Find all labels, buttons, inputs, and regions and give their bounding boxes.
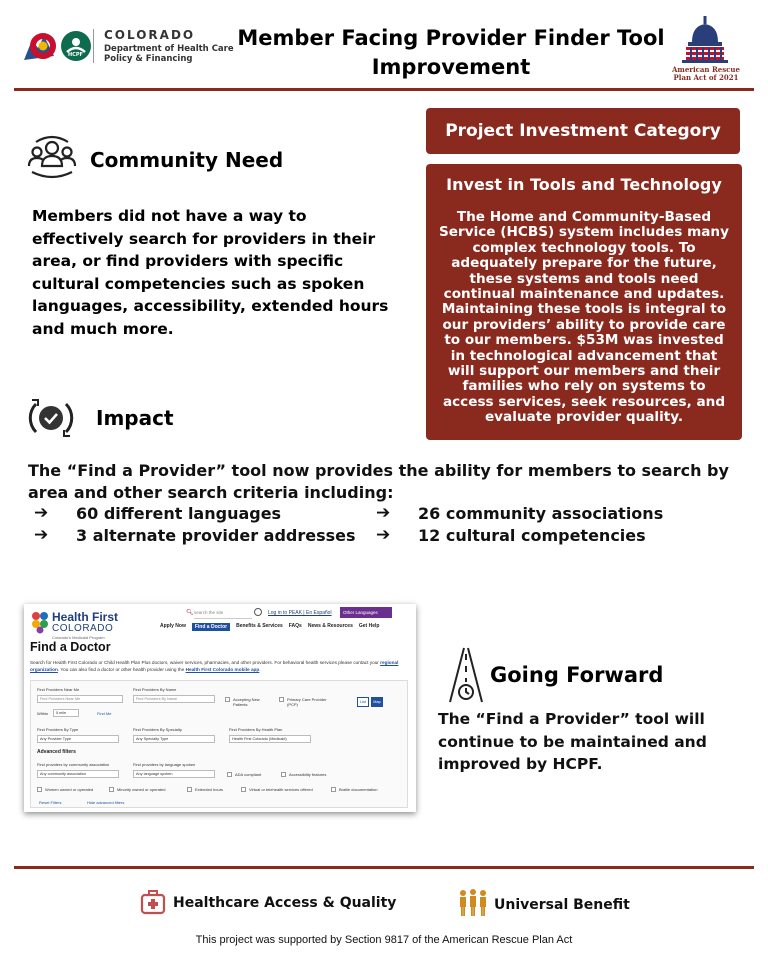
women-owned-label: Women owned or operated [45,787,94,792]
nav-news-resources[interactable]: News & Resources [307,623,353,629]
list-view-button[interactable]: List [357,697,369,707]
nav-faqs[interactable]: FAQs [288,623,302,629]
pcp-checkbox[interactable] [279,697,284,702]
search-icon: 🔍︎ [186,610,194,616]
minority-owned-label: Minority owned or operated [117,787,166,792]
impact-heading: Impact [96,406,174,430]
impact-icon [26,394,76,442]
other-languages-button[interactable]: Other Languages [340,607,392,618]
impact-item-associations: 26 community associations [418,504,664,523]
header-divider [14,88,754,91]
community-icon [26,134,78,184]
by-name-label: Find Providers By Name [133,687,177,692]
braille-label: Braille documentation [339,787,378,792]
community-select[interactable]: Any community association [37,770,119,778]
logo-dept-line2: Policy & Financing [104,54,193,64]
arp-line1: American Rescue [672,65,740,74]
language-label: Find providers by language spoken [133,762,196,767]
virtual-checkbox[interactable] [241,787,246,792]
ada-label: ADA compliant [235,772,262,777]
type-label: Find Providers By Type [37,727,79,732]
impact-item-languages: 60 different languages [76,504,282,523]
nav-benefits-services[interactable]: Benefits & Services [236,623,283,629]
nav-find-a-doctor[interactable]: Find a Doctor [192,623,230,631]
colorado-logo [22,26,102,66]
minority-owned-checkbox[interactable] [109,787,114,792]
community-need-body: Members did not have a way to effectively search for providers in their area, or find providers with specific cultural competencies such as spoken languages, accessibility, extended hours and much more. [32,207,389,338]
extended-hours-checkbox[interactable] [187,787,192,792]
arrow-icon: ➔ [34,503,49,523]
near-me-label: Find Providers Near Me [37,687,80,692]
community-label: Find providers by community association [37,762,110,767]
reset-filters-link[interactable]: Reset Filters [39,800,62,805]
hcpf-badge: HCPF [68,52,83,58]
specialty-select[interactable]: Any Specialty Type [133,735,215,743]
accessibility-label: Accessibility features [289,772,327,777]
extended-hours-label: Extended hours [195,787,224,792]
within-select[interactable]: 5 mile [53,709,79,717]
investment-category-box [426,108,740,154]
hf-brand-line2: COLORADO [52,623,114,634]
site-search-input[interactable]: search the site [194,610,252,619]
virtual-label: Virtual or telehealth services offered [249,787,313,792]
road-compass-icon [446,646,486,706]
regional-organization-link[interactable]: regional organization [30,660,399,672]
hf-brand-line3: Colorado's Medicaid Program [52,635,105,640]
desc-text: . You can also find a doctor or other health provider using the [57,667,186,672]
impact-intro: The “Find a Provider” tool now provides the ability for members to search by area and other search criteria including: [28,461,729,502]
footer-divider [14,866,754,869]
nav-get-help[interactable]: Get Help [358,623,380,629]
type-select[interactable]: Any Provider Type [37,735,119,743]
accessibility-checkbox[interactable] [281,772,286,777]
language-select[interactable]: Any language spoken [133,770,215,778]
footer-tag-healthcare: Healthcare Access & Quality [173,895,397,911]
arrow-icon: ➔ [34,525,49,545]
find-a-doctor-title: Find a Doctor [30,640,111,654]
going-forward-body: The “Find a Provider” tool will continue to be maintained and improved by HCPF. [438,710,707,773]
page-title [234,24,668,82]
pcp-label: Primary Care Provider (PCP) [287,697,327,707]
logo-dept-line1: Department of Health Care [104,44,234,54]
funding-note: This project was supported by Section 9817 of the American Rescue Plan Act [195,934,573,946]
find-me-link[interactable]: Find Me [97,711,112,716]
arrow-icon: ➔ [376,525,391,545]
investment-body: The Home and Community-Based Service (HCBS) system includes many complex technology tools. To adequately prepare for the future, these systems and tools need continual maintenance and updates. Maintaining these tools is integral to our providers’ ability to provide care to our members. $53M was invested in technological advancement that will support our members and their families who rely on systems to access services, seek resources, and evaluate provider quality. [439,209,729,426]
health-first-logo-icon [30,610,50,634]
community-need-heading: Community Need [90,148,284,172]
investment-title: Invest in Tools and Technology [446,175,722,194]
plan-select[interactable]: Health First Colorado (Medicaid) [229,735,311,743]
find-a-doctor-description [30,659,410,673]
arp-text [664,66,748,82]
people-group-icon [458,888,488,918]
hf-brand-line1: Health First [52,610,119,624]
nav-apply-now[interactable]: Apply Now [160,623,186,629]
peak-login-link[interactable]: Log in to PEAK | En Español [268,610,332,616]
investment-category-label: Project Investment Category [445,121,721,141]
accepting-label: Accepting New Patients [233,697,260,707]
going-forward-heading: Going Forward [490,663,664,687]
desc-text: Search for Health First Colorado or Child Health Plan Plus doctors, waiver services, pharmacies, and other providers. For behavioral health services please contact your [30,660,381,665]
site-nav [160,623,379,631]
colorado-flag-icon [22,26,102,66]
page-title-line1: Member Facing Provider Finder Tool [237,26,665,50]
search-filters-panel [30,680,408,808]
specialty-label: Find Providers By Specialty [133,727,182,732]
arrow-icon: ➔ [376,503,391,523]
mobile-app-link[interactable]: Health First Colorado mobile app [185,667,260,672]
impact-item-competencies: 12 cultural competencies [418,526,646,545]
advanced-filters-heading: Advanced filters [37,749,76,755]
plan-label: Find Providers By Health Plan [229,727,283,732]
logo-state: COLORADO [104,28,196,42]
medical-kit-icon [140,889,166,915]
footer-tag-universal: Universal Benefit [494,897,630,913]
accessibility-icon [254,608,262,616]
by-name-input[interactable]: Find Providers By Name [133,695,215,703]
find-a-doctor-screenshot [24,604,416,812]
capitol-dome-icon [670,14,740,68]
investment-detail-box [426,164,742,440]
near-me-input[interactable]: Find Providers Near Me [37,695,123,703]
hide-advanced-link[interactable]: Hide advanced filters [87,800,125,805]
ada-checkbox[interactable] [227,772,232,777]
within-label: Within [37,711,49,716]
hcpf-logo-text [104,28,234,64]
accepting-checkbox[interactable] [225,697,230,702]
braille-checkbox[interactable] [331,787,336,792]
map-view-button[interactable]: Map [371,697,383,707]
arp-line2: Plan Act of 2021 [673,73,739,82]
desc-text: . [259,667,261,672]
women-owned-checkbox[interactable] [37,787,42,792]
impact-item-addresses: 3 alternate provider addresses [76,526,356,545]
page-title-line2: Improvement [371,55,531,79]
